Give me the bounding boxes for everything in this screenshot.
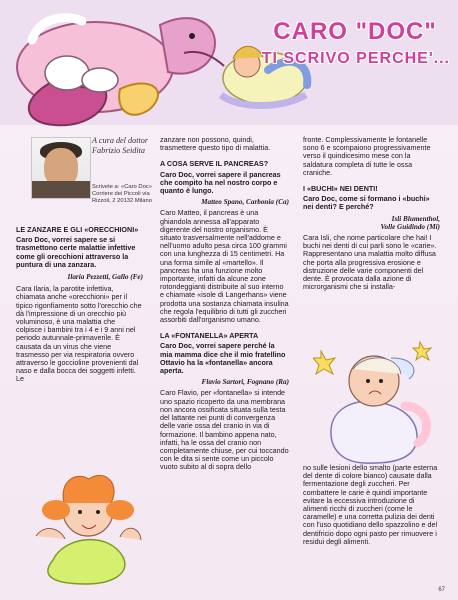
girl-illustration bbox=[19, 456, 149, 586]
right-column bbox=[303, 136, 440, 291]
article-heading-fontanelle: LA «FONTANELLA» APERTA bbox=[160, 331, 259, 341]
page-title bbox=[260, 18, 450, 68]
article-heading-pancreas: A COSA SERVE IL PANCREAS? bbox=[160, 159, 269, 169]
answer-mumps: Cara Ilaria, la parotite infettiva, chiamata anche «orecchioni» per il tipico rigonfiamento sotto l'orecchio che dà l'impressione di un orecchio più voluminoso, è una malattia che colpisce i bambini tra i 4 e i 9 anni nel periodo autunnale-primaverile. È causata da un virus che viene trasmesso per via respiratoria ovvero attraverso le goccioline provenienti dal naso e dalla bocca dei soggetti infetti. Le bbox=[16, 284, 142, 384]
signature-mumps: Ilaria Pezzetti, Gallo (Fe) bbox=[67, 273, 143, 282]
continued-answer-mumps: zanzare non possono, quindi, trasmettere questo tipo di malattia. bbox=[160, 135, 271, 153]
author-credit: A cura del dottor Fabrizio Seidita bbox=[92, 136, 149, 155]
question-mumps: Caro Doc, vorrei sapere se si trasmettono certe malattie infettive come gli orecchioni attraverso la puntura di una zanzara. bbox=[16, 235, 136, 269]
continued-answer-fontanelle: fronte. Complessivamente le fontanelle sono 6 e scompaiono progressivamente verso il quindicesimo mese con la saldatura completa di tutte le ossa craniche. bbox=[303, 135, 431, 177]
question-fontanelle: Caro Doc, vorrei sapere perché la mia mamma dice che il mio fratellino Ottavio ha la «fontanella» ancora aperta. bbox=[160, 341, 286, 376]
bottom-right-column bbox=[303, 464, 441, 546]
question-pancreas: Caro Doc, vorrei sapere il pancreas che compito ha nel nostro corpo e quanto è lungo. bbox=[160, 169, 281, 196]
left-column bbox=[16, 226, 143, 384]
article-heading-mumps: LE ZANZARE E GLI «ORECCHIONI» bbox=[16, 225, 139, 234]
answer-pancreas: Caro Matteo, il pancreas è una ghiandola annessa all'apparato digerente del nostro organismo. È situato trasversalmente nell'addome e nell'uomo adulto pesa circa 100 grammi con una lunghezza di 15 centimetri. Ha una forma simile al «martello». Il pancreas ha una funzione molto importante, infatti da alcune zone rotondeggianti distribuite al suo interno e chiamate «isole di Langerhans» viene prodotta una sostanza chiamata insulina che regola l'equilibrio di tutti gli zuccheri assorbiti dall'organismo umano. bbox=[160, 208, 289, 325]
author-address: Scrivete a: «Caro Doc» Corriere dei Piccoli via Rizzoli, 2 20132 Milano bbox=[92, 184, 152, 204]
article-heading-tooth-holes: I «BUCHI» NEI DENTI! bbox=[303, 184, 378, 194]
answer-tooth-holes: Cara Isli, che nome particolare che hai! I buchi nei denti di cui parli sono le «carie». Rappresentano una malattia molto diffusa che porta alla progressiva erosione e distruzione delle varie componenti del dente. È provocata dalla azione di microrganismi che si installa- bbox=[303, 233, 437, 292]
middle-column bbox=[160, 136, 289, 472]
signature-tooth-holes-line-1: Isli Blumenthol, bbox=[391, 214, 440, 223]
doctor-shirt bbox=[32, 181, 90, 198]
answer-fontanelle: Caro Flavio, per «fontanella» si intende uno spazio ricoperto da una membrana non ancora ossificata situata sulla testa del lattante nei punti di convergenza delle varie ossa del cranio in via di formazione. Il bambino appena nato, infatti, ha le ossa del cranio non completamente chiuse, per cui toccando con le dita si sente come un piccolo vuoto subito al di sopra dello bbox=[160, 388, 289, 472]
signature-pancreas: Matteo Spano, Carbonia (Ca) bbox=[201, 198, 289, 207]
title-line-2: TI SCRIVO PERCHE'... bbox=[261, 50, 450, 67]
doctor-photo bbox=[31, 137, 91, 199]
question-tooth-holes: Caro Doc, come si formano i «buchi» nei denti? E perché? bbox=[303, 194, 430, 212]
toothache-child-illustration bbox=[313, 336, 443, 466]
signature-fontanelle: Flavio Sartori, Fognano (Ra) bbox=[201, 378, 289, 387]
title-line-1: CARO "DOC" bbox=[273, 18, 437, 45]
page-number: 67 bbox=[438, 587, 445, 593]
continued-answer-tooth-holes: no sulle lesioni dello smalto (parte esterna del dente di colore bianco) causate dalla fermentazione degli zuccheri. Per combattere le carie è quindi importante evitare la eccessiva introduzione di alimenti ricchi di zuccheri (come le caramelle) e una corretta pulizia dei denti con l'uso quotidiano dello spazzolino e del dentifricio dopo ogni pasto per rimuovere i residui degli alimenti. bbox=[303, 463, 438, 546]
signature-tooth-holes-line-2: Volle Guidindo (Mi) bbox=[380, 222, 440, 231]
